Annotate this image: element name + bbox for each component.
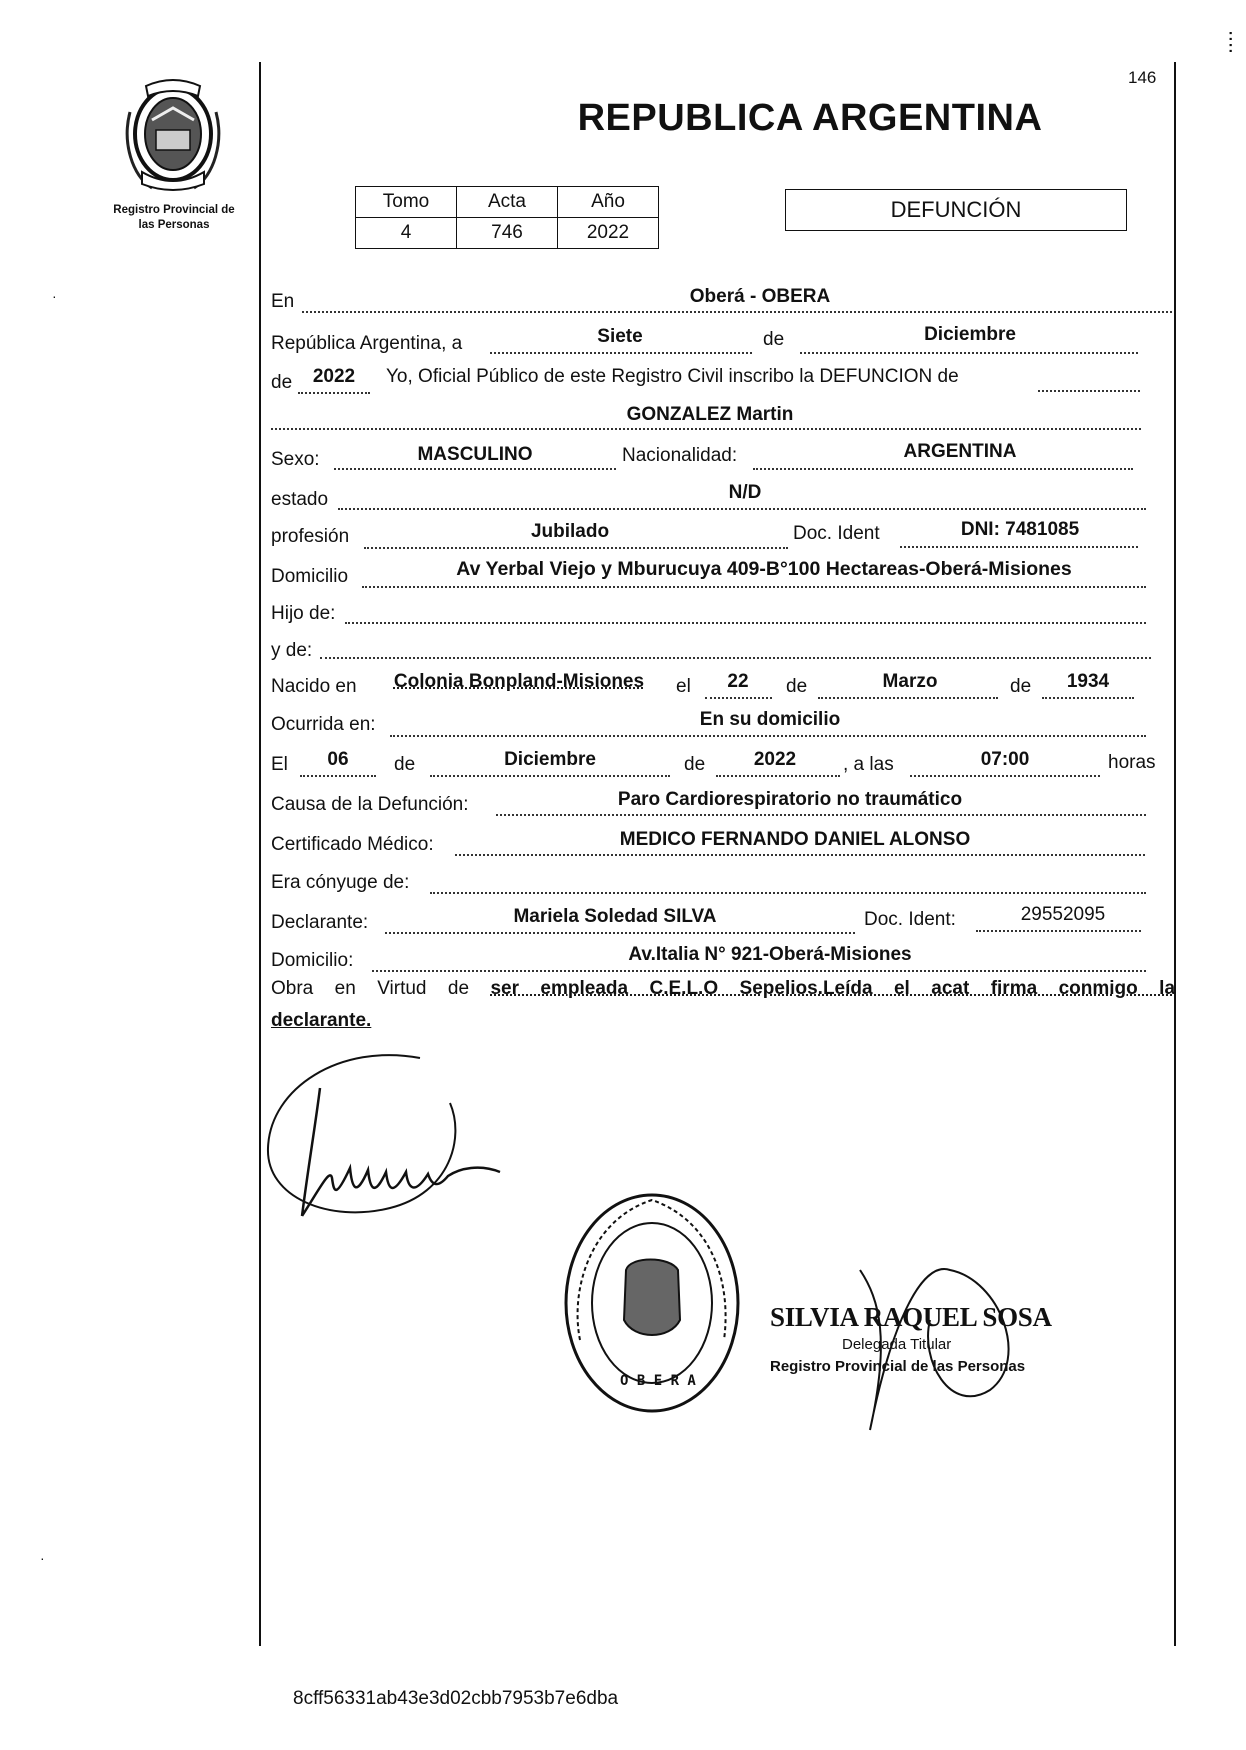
estado-value: N/D — [728, 482, 762, 503]
right-border-line — [1174, 62, 1176, 1646]
yde-label: y de: — [271, 640, 313, 661]
signatory-office: Registro Provincial de las Personas — [770, 1358, 1026, 1375]
domicilio-value: Av Yerbal Viejo y Mburucuya 409-B°100 Hectareas-Oberá-Misiones — [456, 558, 1072, 580]
day-dots — [490, 352, 752, 354]
declarant-signature — [260, 1048, 530, 1228]
causa-dots — [496, 814, 1146, 816]
estado-dots — [338, 508, 1146, 510]
en-label: En — [271, 291, 295, 312]
estado-label: estado — [271, 489, 329, 510]
birth-year: 1934 — [1066, 671, 1110, 692]
inscribo-dots — [1038, 390, 1140, 392]
profesion-label: profesión — [271, 526, 350, 547]
nacido-label: Nacido en — [271, 676, 357, 697]
corner-mark: : : — [1228, 27, 1234, 56]
document-title: REPUBLICA ARGENTINA — [577, 97, 1043, 139]
signatory-role: Delegada Titular — [842, 1336, 952, 1353]
document-type-box: DEFUNCIÓN — [785, 189, 1127, 231]
death-year-dots — [716, 775, 840, 777]
causa-label: Causa de la Defunción: — [271, 794, 469, 815]
obra-line — [271, 978, 1175, 1000]
year-dots — [298, 392, 370, 394]
birth-day: 22 — [727, 671, 749, 692]
doc-ident-label: Doc. Ident — [793, 523, 880, 544]
certificado-dots — [455, 854, 1145, 856]
certificado-label: Certificado Médico: — [271, 834, 434, 855]
logo-caption-line1: Registro Provincial de — [113, 204, 235, 216]
svg-text:O B E R A: O B E R A — [620, 1373, 696, 1389]
obra-value-line2: declarante. — [271, 1010, 372, 1031]
acta-value: 746 — [457, 218, 558, 249]
death-day-dots — [300, 775, 376, 777]
decl-domicilio-value: Av.Italia N° 921-Oberá-Misiones — [628, 944, 912, 965]
decl-doc-label: Doc. Ident: — [864, 909, 956, 930]
tomo-value: 4 — [356, 218, 457, 249]
doc-ident-dots — [900, 546, 1138, 548]
alas-label: , a las — [843, 754, 894, 775]
birth-month: Marzo — [882, 671, 938, 692]
ocurrida-value: En su domicilio — [699, 709, 841, 730]
birth-de2-label: de — [1010, 676, 1032, 697]
death-year: 2022 — [753, 749, 797, 770]
horas-label: horas — [1108, 752, 1156, 773]
document-hash: 8cff56331ab43e3d02cbb7953b7e6dba — [293, 1688, 619, 1709]
month-dots — [800, 352, 1138, 354]
speck: · — [40, 1550, 45, 1566]
causa-value: Paro Cardiorespiratorio no traumático — [617, 789, 963, 810]
hijo-label: Hijo de: — [271, 603, 336, 624]
yde-dots — [320, 657, 1151, 659]
decl-domicilio-dots — [372, 970, 1146, 972]
inscribo-text: Yo, Oficial Público de este Registro Civil inscribo la DEFUNCION de — [386, 366, 959, 387]
decl-doc-dots — [976, 930, 1141, 932]
name-dots — [271, 428, 1141, 430]
en-value: Oberá - OBERA — [689, 286, 831, 307]
reference-table — [355, 186, 659, 249]
nacionalidad-label: Nacionalidad: — [622, 445, 738, 466]
ocurrida-dots — [390, 735, 1146, 737]
death-month: Diciembre — [504, 749, 596, 770]
obra-label: Obra en Virtud de — [271, 978, 470, 999]
domicilio-dots — [362, 586, 1146, 588]
anio-value: 2022 — [558, 218, 659, 249]
sexo-dots — [334, 468, 616, 470]
page-number: 146 — [1128, 68, 1157, 87]
de-year-label: de — [271, 372, 293, 393]
birth-day-dots — [705, 697, 772, 699]
birth-month-dots — [818, 697, 998, 699]
birth-de1-label: de — [786, 676, 808, 697]
conyuge-dots — [430, 892, 1146, 894]
death-time: 07:00 — [980, 749, 1030, 770]
official-stamp — [560, 1190, 745, 1416]
birth-year-dots — [1042, 697, 1134, 699]
el-label: el — [676, 676, 691, 697]
anio-header: Año — [558, 187, 659, 218]
en-dots — [302, 311, 1172, 313]
nacionalidad-dots — [753, 468, 1133, 470]
province-logo — [112, 72, 234, 196]
nacido-value: Colonia Bonpland-Misiones — [393, 671, 645, 692]
nacionalidad-value: ARGENTINA — [903, 441, 1017, 462]
acta-header: Acta — [457, 187, 558, 218]
deceased-name: GONZALEZ Martin — [626, 404, 794, 425]
decl-domicilio-label: Domicilio: — [271, 950, 354, 971]
conyuge-label: Era cónyuge de: — [271, 872, 410, 893]
death-month-dots — [430, 775, 670, 777]
sexo-label: Sexo: — [271, 449, 320, 470]
death-de2-label: de — [684, 754, 706, 775]
certificado-value: MEDICO FERNANDO DANIEL ALONSO — [619, 829, 971, 850]
declarante-label: Declarante: — [271, 912, 369, 933]
sexo-value: MASCULINO — [417, 444, 533, 465]
day-value: Siete — [597, 326, 643, 347]
profesion-dots — [364, 547, 788, 549]
death-day: 06 — [327, 749, 349, 770]
signatory-name: SILVIA RAQUEL SOSA — [770, 1302, 1052, 1332]
domicilio-label: Domicilio — [271, 566, 349, 587]
death-time-dots — [910, 775, 1100, 777]
ocurrida-label: Ocurrida en: — [271, 714, 376, 735]
declarante-dots — [385, 932, 855, 934]
obra-value-line1: ser empleada C.E.L.O Sepelios.Leída el acat firma conmigo la — [490, 978, 1176, 999]
year-value: 2022 — [312, 366, 356, 387]
profesion-value: Jubilado — [530, 521, 610, 542]
speck: · — [52, 288, 57, 304]
month-value: Diciembre — [924, 324, 1016, 345]
de-label: de — [763, 329, 785, 350]
decl-doc-value: 29552095 — [1020, 904, 1106, 925]
tomo-header: Tomo — [356, 187, 457, 218]
republica-label: República Argentina, a — [271, 333, 463, 354]
left-border-line — [259, 62, 261, 1646]
doc-ident-value: DNI: 7481085 — [960, 519, 1080, 540]
logo-caption-line2: las Personas — [138, 219, 210, 231]
logo-caption — [90, 203, 258, 233]
hijo-dots — [345, 622, 1146, 624]
el-cap-label: El — [271, 754, 288, 775]
death-de1-label: de — [394, 754, 416, 775]
declarante-value: Mariela Soledad SILVA — [513, 906, 717, 927]
